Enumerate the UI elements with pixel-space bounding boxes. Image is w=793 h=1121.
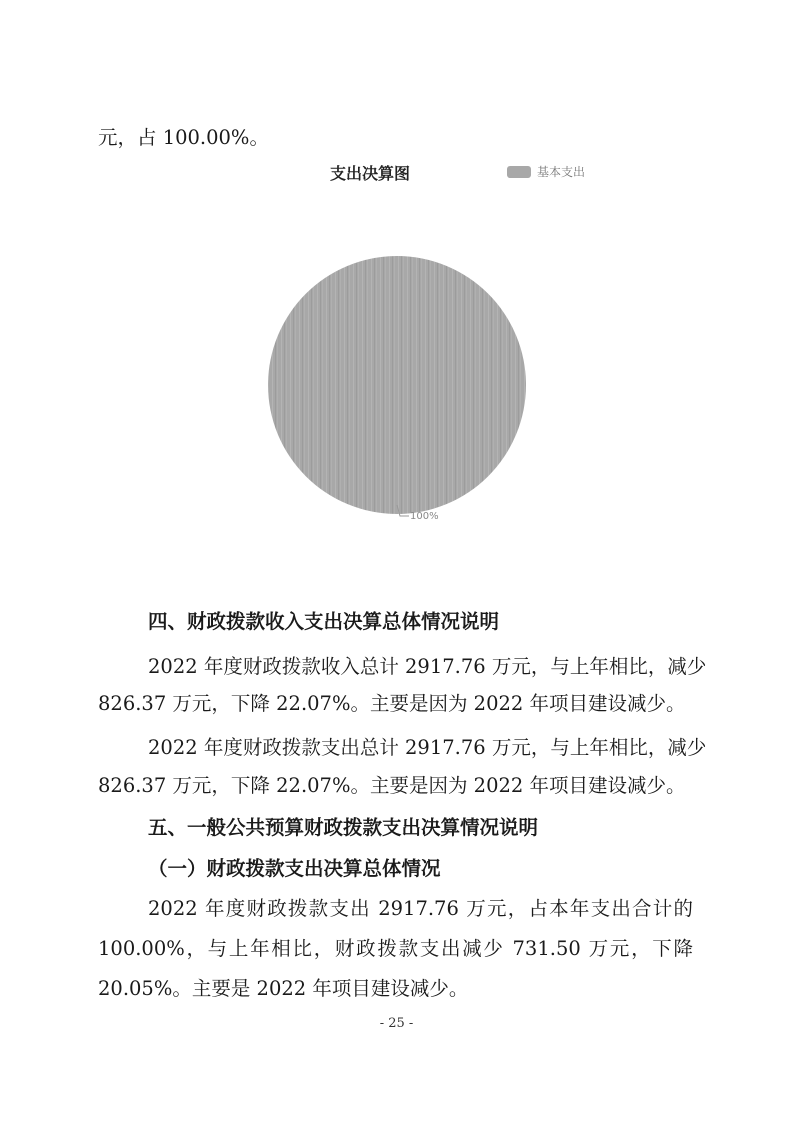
section4-para2-line2: 826.37 万元，下降 22.07%。主要是因为 2022 年项目建设减少。 bbox=[98, 774, 686, 797]
chart-title: 支出决算图 bbox=[330, 164, 411, 183]
section4-para1-line1: 2022 年度财政拨款收入总计 2917.76 万元，与上年相比，减少 bbox=[148, 655, 707, 678]
section5-subheading: （一）财政拨款支出决算总体情况 bbox=[148, 857, 441, 880]
section5-para-line2: 100.00%，与上年相比，财政拨款支出减少 731.50 万元，下降 bbox=[98, 937, 693, 960]
legend-label: 基本支出 bbox=[537, 165, 586, 179]
intro-text: 元，占 100.00%。 bbox=[98, 126, 269, 149]
section4-para2-line1: 2022 年度财政拨款支出总计 2917.76 万元，与上年相比，减少 bbox=[148, 736, 707, 759]
page-number: - 25 - bbox=[379, 1016, 414, 1031]
expenditure-pie-chart bbox=[0, 0, 793, 560]
section4-para1-line2: 826.37 万元，下降 22.07%。主要是因为 2022 年项目建设减少。 bbox=[98, 692, 686, 715]
section5-para-line3: 20.05%。主要是 2022 年项目建设减少。 bbox=[98, 977, 469, 1000]
pie-slice-0 bbox=[268, 256, 526, 514]
section5-heading: 五、一般公共预算财政拨款支出决算情况说明 bbox=[148, 816, 539, 839]
section5-para-line1: 2022 年度财政拨款支出 2917.76 万元，占本年支出合计的 bbox=[148, 897, 693, 920]
pie-slice-label: 100% bbox=[410, 511, 439, 522]
pie-svg bbox=[0, 0, 793, 560]
section4-heading: 四、财政拨款收入支出决算总体情况说明 bbox=[148, 610, 500, 633]
